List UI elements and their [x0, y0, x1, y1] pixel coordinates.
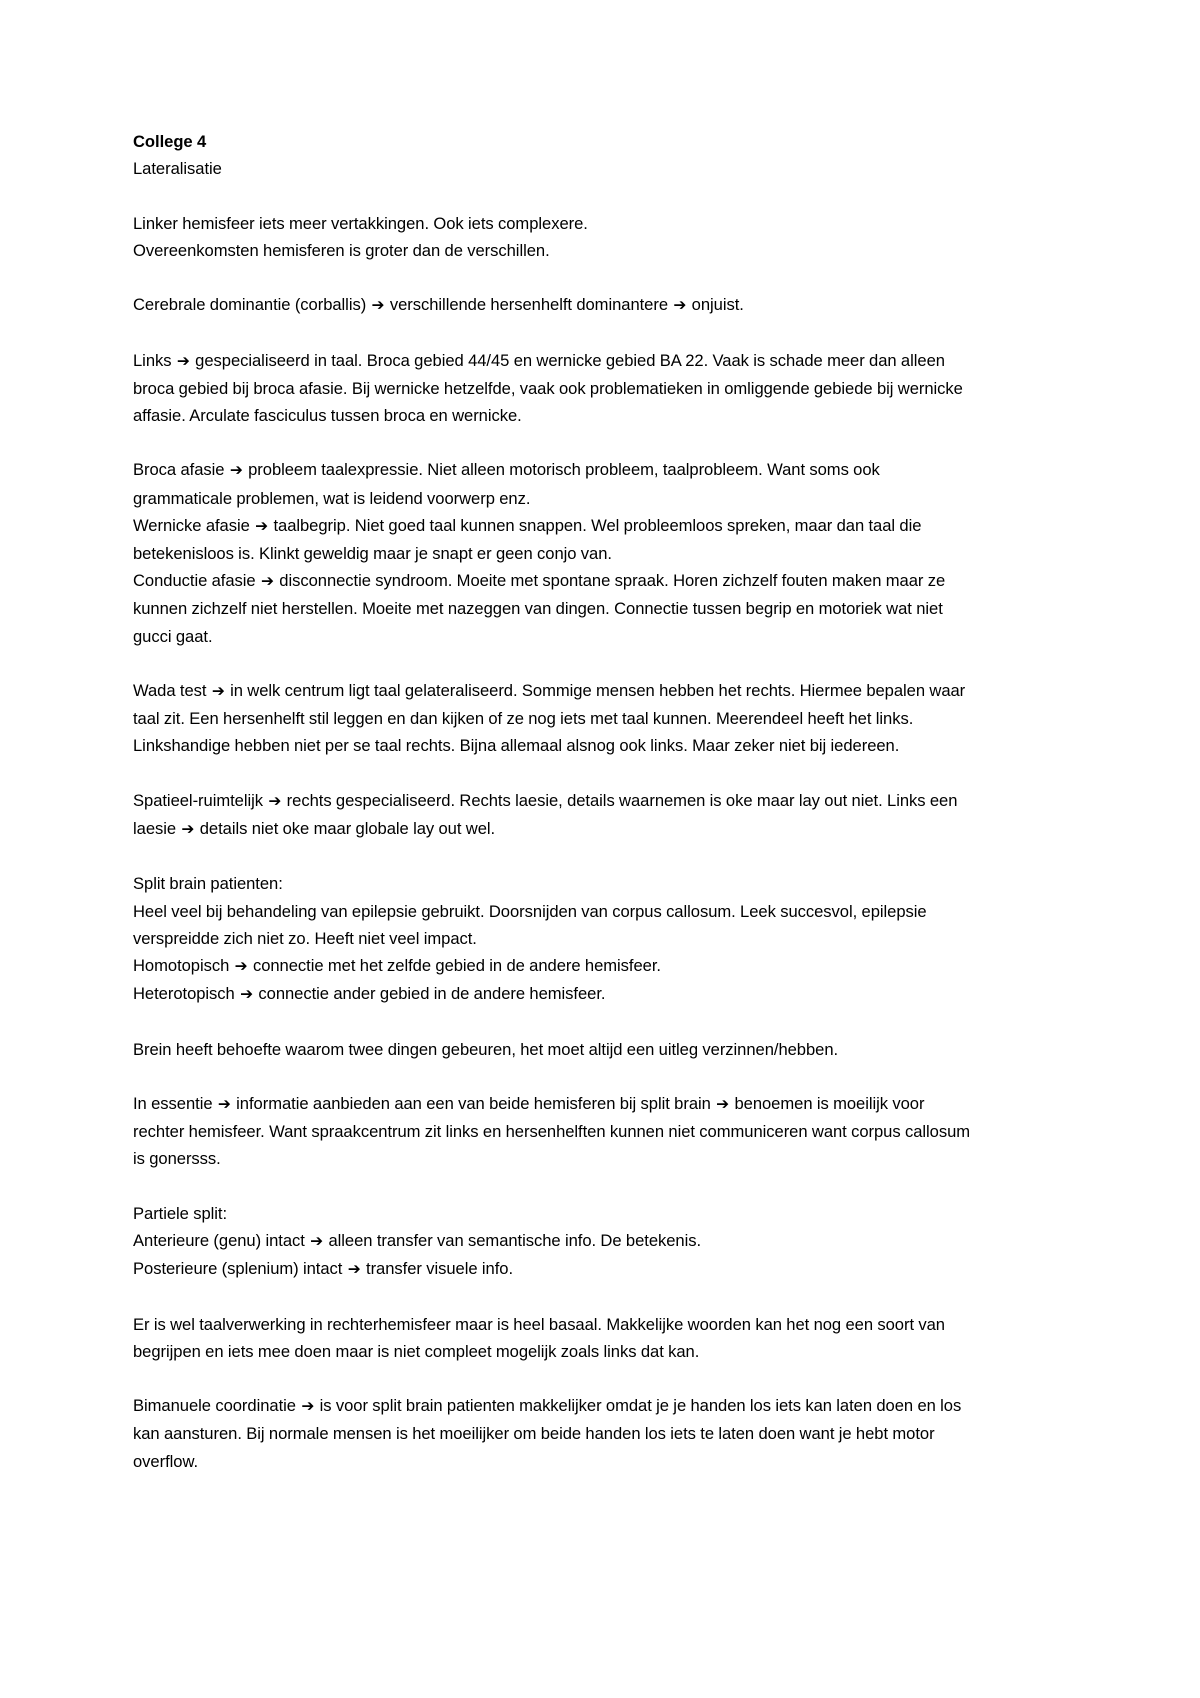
arrow-right-icon: ➔	[268, 791, 282, 810]
arrow-right-icon: ➔	[716, 1094, 730, 1113]
text-line: Lateralisatie	[133, 159, 222, 179]
arrow-right-icon: ➔	[310, 1231, 324, 1250]
text-line: Wada test ➔ in welk centrum ligt taal gelateraliseerd. Sommige mensen hebben het rechts. Hiermee bepalen waar taal zit. Een hersenhelft stil leggen en dan kijken of ze nog iets met taal kunnen. Meerendeel heeft het links. Linkshandige hebben niet per se taal rechts. Bijna allemaal alsnog ook links. Maar zeker niet bij iedereen.	[133, 680, 966, 756]
document-title: College 4	[133, 132, 207, 151]
text-line: Er is wel taalverwerking in rechterhemisfeer maar is heel basaal. Makkelijke woorden kan het nog een soort van begrijpen en iets mee doen maar is niet compleet mogelijk zoals links dat kan.	[133, 1314, 945, 1361]
brein-uitleg-block	[133, 1036, 978, 1063]
arrow-right-icon: ➔	[260, 572, 274, 591]
taalverwerking-block	[133, 1311, 978, 1365]
text-line: Wernicke afasie ➔ taalbegrip. Niet goed taal kunnen snappen. Wel probleemloos spreken, maar dan taal die betekenisloos is. Klinkt geweldig maar je snapt er geen conjo van.	[133, 515, 922, 563]
text-line: Broca afasie ➔ probleem taalexpressie. Niet alleen motorisch probleem, taalprobleem. Want soms ook grammaticale problemen, wat is leidend voorwerp enz.	[133, 460, 880, 508]
heading-block	[133, 128, 978, 182]
arrow-right-icon: ➔	[229, 461, 243, 480]
text-line: Linker hemisfeer iets meer vertakkingen. Ook iets complexere.	[133, 213, 588, 233]
bimanuele-coordinatie-block	[133, 1392, 978, 1475]
partiele-split-block	[133, 1200, 978, 1284]
text-line: Anterieure (genu) intact ➔ alleen transfer van semantische info. De betekenis.	[133, 1230, 702, 1250]
text-line: Bimanuele coordinatie ➔ is voor split brain patienten makkelijker omdat je je handen los iets kan laten doen en los kan aansturen. Bij normale mensen is het moeilijker om beide handen los iets te laten doen want je hebt motor overflow.	[133, 1396, 962, 1471]
arrow-right-icon: ➔	[234, 956, 248, 975]
wada-test-block	[133, 677, 978, 760]
spatieel-ruimtelijk-block	[133, 787, 978, 843]
arrow-right-icon: ➔	[217, 1094, 231, 1113]
arrow-right-icon: ➔	[176, 351, 190, 370]
text-line: Links ➔ gespecialiseerd in taal. Broca gebied 44/45 en wernicke gebied BA 22. Vaak is schade meer dan alleen broca gebied bij broca afasie. Bij wernicke hetzelfde, vaak ook problematieken in omliggende gebiede bij wernicke affasie. Arculate fasciculus tussen broca en wernicke.	[133, 350, 963, 425]
arrow-right-icon: ➔	[255, 516, 269, 535]
arrow-right-icon: ➔	[347, 1260, 361, 1279]
intro-block	[133, 210, 978, 264]
text-line: Partiele split:	[133, 1203, 228, 1223]
arrow-right-icon: ➔	[673, 296, 687, 315]
text-line: Homotopisch ➔ connectie met het zelfde gebied in de andere hemisfeer.	[133, 955, 661, 975]
split-brain-block	[133, 870, 978, 1008]
cerebrale-dominantie-block	[133, 291, 978, 319]
text-line: Split brain patienten:	[133, 874, 283, 894]
text-line: Overeenkomsten hemisferen is groter dan de verschillen.	[133, 240, 550, 260]
arrow-right-icon: ➔	[181, 819, 195, 838]
text-line: Cerebrale dominantie (corballis) ➔ verschillende hersenhelft dominantere ➔ onjuist.	[133, 295, 744, 315]
arrow-right-icon: ➔	[211, 681, 225, 700]
arrow-right-icon: ➔	[240, 985, 254, 1004]
text-line: Posterieure (splenium) intact ➔ transfer visuele info.	[133, 1259, 514, 1279]
text-line: Heel veel bij behandeling van epilepsie gebruikt. Doorsnijden van corpus callosum. Leek succesvol, epilepsie verspreidde zich niet zo. Heeft niet veel impact.	[133, 901, 927, 948]
arrow-right-icon: ➔	[371, 296, 385, 315]
text-line: Spatieel-ruimtelijk ➔ rechts gespecialiseerd. Rechts laesie, details waarnemen is oke maar lay out niet. Links een laesie ➔ details niet oke maar globale lay out wel.	[133, 790, 958, 838]
links-taal-block	[133, 347, 978, 430]
text-line: Brein heeft behoefte waarom twee dingen gebeuren, het moet altijd een uitleg verzinnen/hebben.	[133, 1039, 839, 1059]
in-essentie-block	[133, 1090, 978, 1173]
text-line: Heterotopisch ➔ connectie ander gebied in de andere hemisfeer.	[133, 984, 606, 1004]
document-body	[133, 128, 978, 1475]
text-line: Conductie afasie ➔ disconnectie syndroom. Moeite met spontane spraak. Horen zichzelf fouten maken maar ze kunnen zichzelf niet herstellen. Moeite met nazeggen van dingen. Connectie tussen begrip en motoriek wat niet gucci gaat.	[133, 571, 946, 646]
text-line: In essentie ➔ informatie aanbieden aan een van beide hemisferen bij split brain ➔ benoemen is moeilijk voor rechter hemisfeer. Want spraakcentrum zit links en hersenhelften kunnen niet communiceren want corpus callosum is gonersss.	[133, 1093, 971, 1169]
afasie-block	[133, 456, 978, 649]
arrow-right-icon: ➔	[301, 1397, 315, 1416]
